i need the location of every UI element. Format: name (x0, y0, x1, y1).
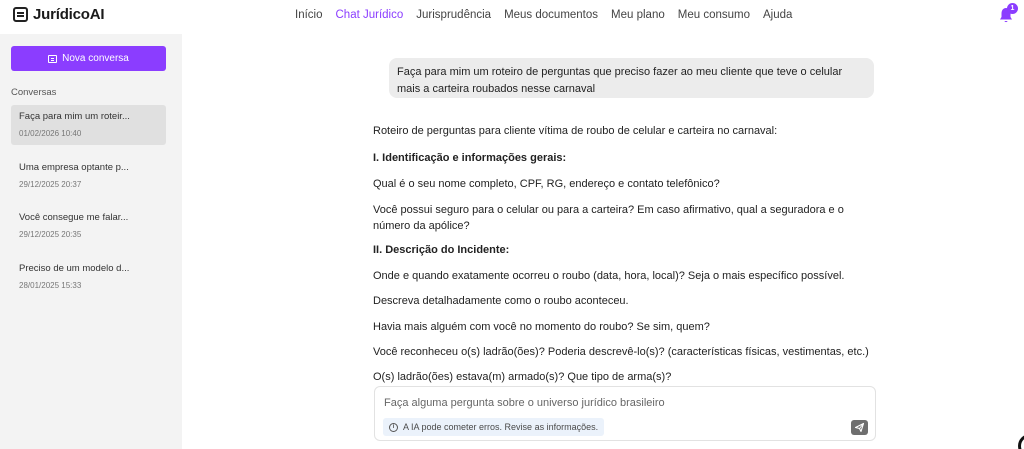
new-conversation-label: Nova conversa (62, 53, 129, 64)
main-nav (295, 9, 805, 21)
nav-ajuda[interactable]: Ajuda (762, 9, 793, 21)
answer-question: Onde e quando exatamente ocorreu o roubo (data, hora, local)? Seja o mais específico possível. (373, 270, 845, 282)
conversation-item[interactable] (11, 105, 166, 145)
conversation-date: 01/02/2026 10:40 (19, 129, 82, 138)
disclaimer-text: A IA pode cometer erros. Revise as informações. (403, 422, 599, 432)
answer-question: O(s) ladrão(ões) estava(m) armado(s)? Que tipo de arma(s)? (373, 371, 672, 383)
answer-question: Você possui seguro para o celular ou para a carteira? Em caso afirmativo, qual a seguradora e o número da apólice? (373, 204, 844, 232)
conversation-title: Faça para mim um roteir... (19, 111, 130, 122)
conversation-item[interactable] (11, 156, 166, 196)
conversation-title: Preciso de um modelo d... (19, 263, 130, 274)
answer-question: Descreva detalhadamente como o roubo aconteceu. (373, 295, 629, 307)
nav-meu-consumo[interactable]: Meu consumo (677, 9, 750, 21)
new-conversation-button[interactable] (11, 46, 166, 71)
user-message-bubble: Faça para mim um roteiro de perguntas que preciso fazer ao meu cliente que teve o celular mais a carteira roubados nesse carnaval (389, 58, 874, 98)
conversations-heading: Conversas (11, 87, 57, 98)
conversation-item[interactable] (11, 257, 166, 297)
nav-jurisprudencia[interactable]: Jurisprudência (416, 9, 492, 21)
app-logo[interactable] (13, 6, 104, 23)
conversation-title: Você consegue me falar... (19, 212, 129, 223)
question-input[interactable] (384, 395, 844, 411)
message-composer (374, 386, 876, 441)
sidebar (0, 34, 182, 449)
answer-intro: Roteiro de perguntas para cliente vítima de roubo de celular e carteira no carnaval: (373, 125, 778, 137)
app-name: JurídicoAI (33, 6, 105, 23)
chat-icon (48, 55, 57, 63)
nav-chat-juridico[interactable]: Chat Jurídico (335, 9, 404, 21)
conversation-title: Uma empresa optante p... (19, 162, 129, 173)
nav-inicio[interactable]: Início (295, 9, 323, 21)
nav-meus-documentos[interactable]: Meus documentos (504, 9, 599, 21)
conversation-date: 29/12/2025 20:35 (19, 230, 82, 239)
conversation-date: 28/01/2025 15:33 (19, 281, 82, 290)
conversation-date: 29/12/2025 20:37 (19, 180, 82, 189)
send-icon (851, 420, 868, 435)
answer-question: Havia mais alguém com você no momento do roubo? Se sim, quem? (373, 321, 710, 333)
answer-question: Qual é o seu nome completo, CPF, RG, endereço e contato telefônico? (373, 178, 720, 190)
answer-section-heading: I. Identificação e informações gerais: (373, 152, 567, 164)
info-icon: i (389, 423, 398, 432)
answer-question: Você reconheceu o(s) ladrão(ões)? Poderia descrevê-lo(s)? (características físicas, vestimentas, etc.) (373, 346, 869, 358)
ai-disclaimer (383, 418, 604, 436)
conversation-item[interactable] (11, 206, 166, 246)
notification-badge: 1 (1007, 3, 1018, 14)
send-button[interactable] (851, 420, 868, 435)
answer-section-heading: II. Descrição do Incidente: (373, 244, 510, 256)
nav-meu-plano[interactable]: Meu plano (611, 9, 665, 21)
document-icon (13, 7, 28, 22)
top-bar (0, 0, 1024, 34)
